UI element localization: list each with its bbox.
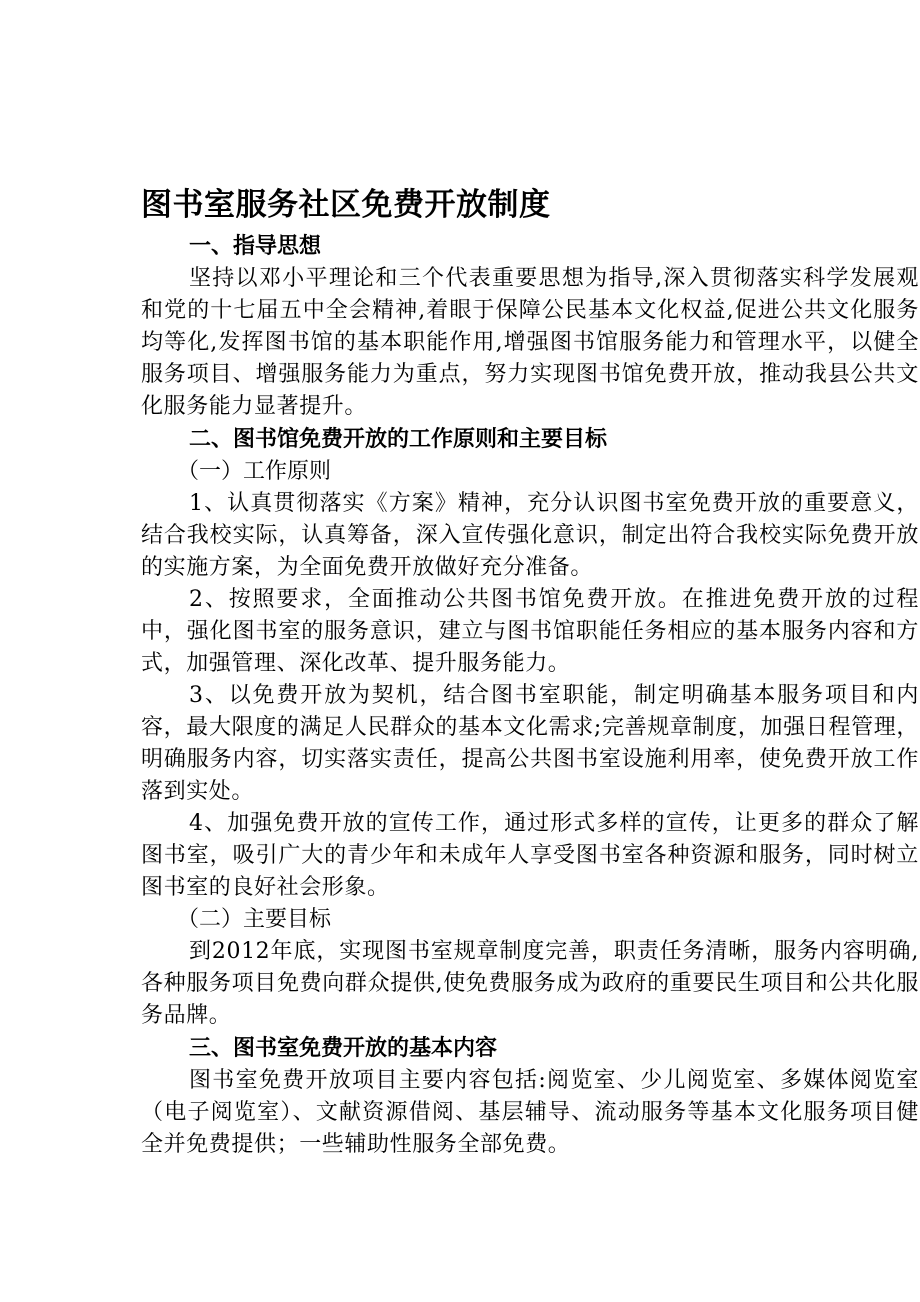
principle-item: 2、按照要求，全面推动公共图书馆免费开放。在推进免费开放的过程中，强化图书室的服务意识，建立与图书馆职能任务相应的基本服务内容和方式，加强管理、深化改革、提升服务能力。 xyxy=(141,587,919,676)
principle-item: 4、加强免费开放的宣传工作，通过形式多样的宣传，让更多的群众了解图书室，吸引广大的青少年和未成年人享受图书室各种资源和服务，同时树立图书室的良好社会形象。 xyxy=(141,811,919,900)
section-heading-principles-goals: 二、图书馆免费开放的工作原则和主要目标 xyxy=(189,427,608,452)
subheading-main-goals: （二）主要目标 xyxy=(177,907,332,932)
section-paragraph-main-goals: 到2012年底，实现图书室规章制度完善，职责任务清晰，服务内容明确,各种服务项目免费向群众提供,使免费服务成为政府的重要民生项目和公共化服务品牌。 xyxy=(141,939,919,1028)
principle-item: 3、以免费开放为契机，结合图书室职能，制定明确基本服务项目和内容，最大限度的满足人民群众的基本文化需求;完善规章制度，加强日程管理，明确服务内容，切实落实责任，提高公共图书室设施利用率，使免费开放工作落到实处。 xyxy=(141,683,919,804)
section-paragraph-guiding-ideology: 坚持以邓小平理论和三个代表重要思想为指导,深入贯彻落实科学发展观和党的十七届五中全会精神,着眼于保障公民基本文化权益,促进公共文化服务均等化,发挥图书馆的基本职能作用,增强图书馆服务能力和管理水平，以健全服务项目、增强服务能力为重点，努力实现图书馆免费开放，推动我县公共文化服务能力显著提升。 xyxy=(141,266,919,419)
principle-item: 1、认真贯彻落实《方案》精神，充分认识图书室免费开放的重要意义，结合我校实际，认真筹备，深入宣传强化意识，制定出符合我校实际免费开放的实施方案，为全面免费开放做好充分准备。 xyxy=(141,491,919,580)
section-paragraph-basic-content: 图书室免费开放项目主要内容包括:阅览室、少儿阅览室、多媒体阅览室（电子阅览室）、文献资源借阅、基层辅导、流动服务等基本文化服务项目健全并免费提供；一些辅助性服务全部免费。 xyxy=(141,1068,919,1157)
subheading-work-principles: （一）工作原则 xyxy=(177,459,332,484)
document-title: 图书室服务社区免费开放制度 xyxy=(141,187,551,223)
document-body xyxy=(141,180,919,1161)
section-heading-guiding-ideology: 一、指导思想 xyxy=(189,234,322,259)
section-heading-basic-content: 三、图书室免费开放的基本内容 xyxy=(189,1036,498,1061)
